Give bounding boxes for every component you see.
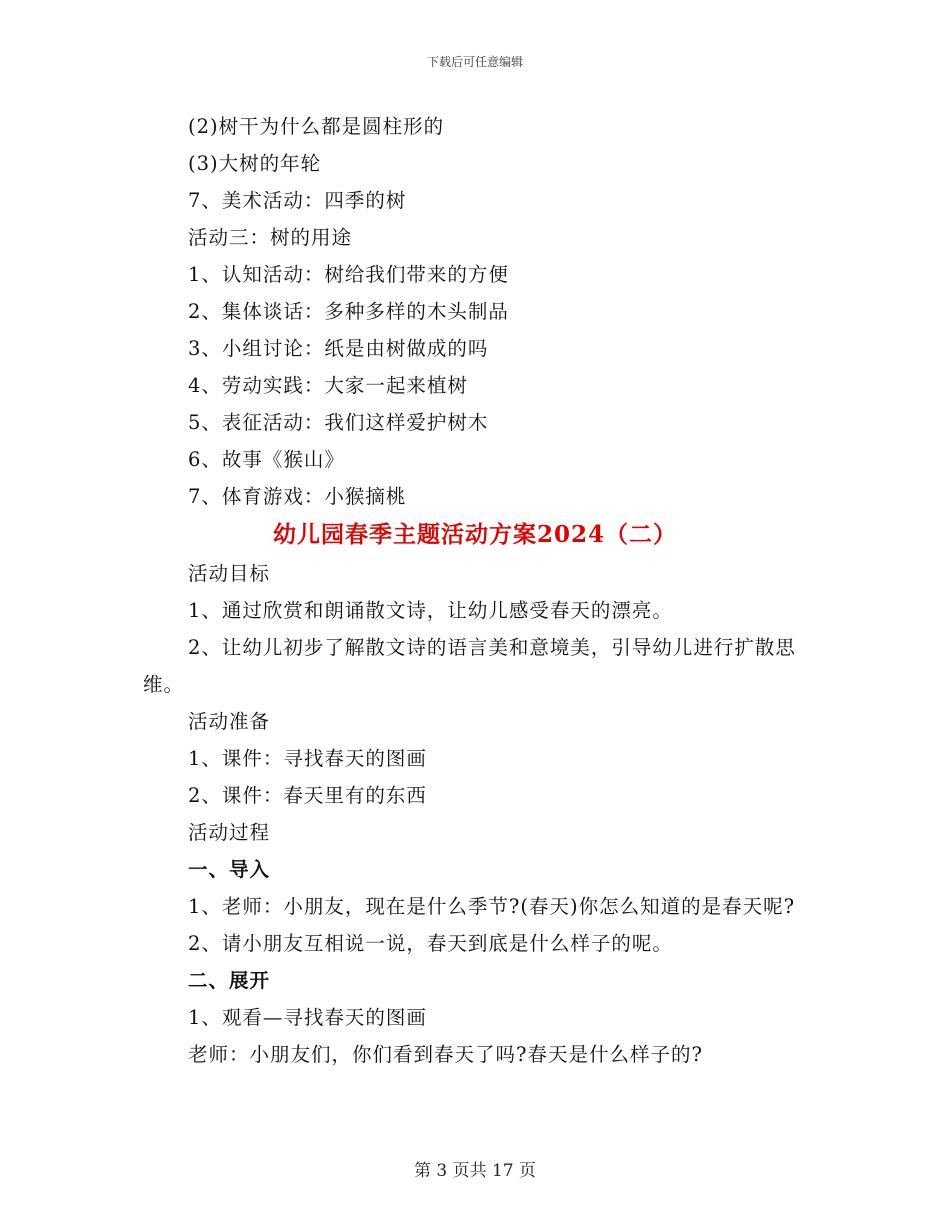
document-body bbox=[143, 108, 813, 1073]
goal-item: 2、让幼儿初步了解散文诗的语言美和意境美，引导幼儿进行扩散思维。 bbox=[143, 636, 796, 696]
process-subheading: 一、导入 bbox=[188, 858, 271, 881]
list-item: (3)大树的年轮 bbox=[188, 152, 322, 175]
section-title: 幼儿园春季主题活动方案2024（二） bbox=[272, 521, 677, 548]
goals-heading: 活动目标 bbox=[188, 562, 271, 585]
goal-item: 1、通过欣赏和朗诵散文诗，让幼儿感受春天的漂亮。 bbox=[188, 599, 673, 622]
list-item: 6、故事《猴山》 bbox=[188, 448, 345, 471]
process-item: 2、请小朋友互相说一说，春天到底是什么样子的呢。 bbox=[188, 932, 673, 955]
activity-heading: 活动三：树的用途 bbox=[188, 226, 353, 249]
process-subheading: 二、展开 bbox=[188, 969, 271, 992]
list-item: (2)树干为什么都是圆柱形的 bbox=[188, 115, 445, 138]
prep-item: 2、课件：春天里有的东西 bbox=[188, 784, 427, 807]
process-item: 老师：小朋友们，你们看到春天了吗?春天是什么样子的? bbox=[188, 1043, 703, 1066]
list-item: 5、表征活动：我们这样爱护树木 bbox=[188, 411, 489, 434]
list-item: 1、认知活动：树给我们带来的方便 bbox=[188, 263, 509, 286]
process-item: 1、老师：小朋友，现在是什么季节?(春天)你怎么知道的是春天呢? bbox=[188, 895, 796, 918]
list-item: 7、美术活动：四季的树 bbox=[188, 189, 407, 212]
list-item: 7、体育游戏：小猴摘桃 bbox=[188, 485, 407, 508]
prep-item: 1、课件：寻找春天的图画 bbox=[188, 747, 427, 770]
list-item: 4、劳动实践：大家一起来植树 bbox=[188, 374, 468, 397]
page-header: 下载后可任意编辑 bbox=[426, 55, 523, 69]
prep-heading: 活动准备 bbox=[188, 710, 271, 733]
list-item: 2、集体谈话：多种多样的木头制品 bbox=[188, 300, 509, 323]
page-footer: 第 3 页共 17 页 bbox=[413, 1161, 537, 1181]
list-item: 3、小组讨论：纸是由树做成的吗 bbox=[188, 337, 489, 360]
process-heading: 活动过程 bbox=[188, 821, 271, 844]
process-item: 1、观看—寻找春天的图画 bbox=[188, 1006, 427, 1029]
